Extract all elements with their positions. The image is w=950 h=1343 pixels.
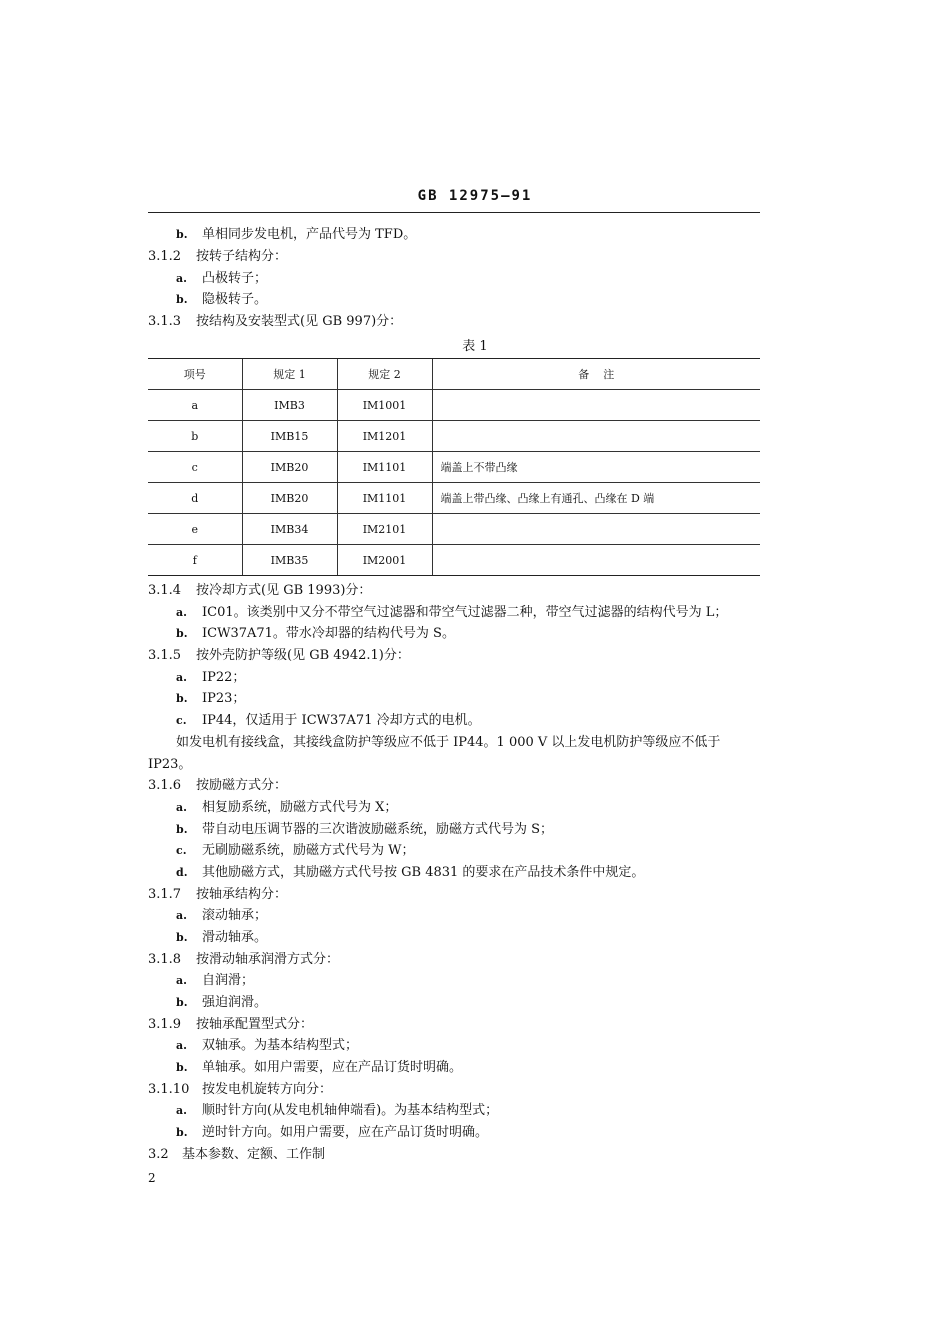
item-marker: a.	[176, 671, 187, 684]
item-text: 单轴承。如用户需要，应在产品订货时明确。	[202, 1060, 463, 1075]
table-cell: IM2001	[337, 545, 432, 576]
table-cell: IMB20	[242, 452, 337, 483]
table-cell: e	[148, 514, 242, 545]
item-text: 滑动轴承。	[202, 930, 268, 945]
table-cell: 端盖上不带凸缘	[432, 452, 760, 483]
table-cell: d	[148, 483, 242, 514]
item-text: 双轴承。为基本结构型式；	[202, 1038, 359, 1053]
section-title-3-1-3: 按结构及安装型式(见 GB 997)分：	[196, 314, 403, 329]
table-cell: IM2101	[337, 514, 432, 545]
item-marker: a.	[176, 909, 187, 922]
table-cell: IM1101	[337, 452, 432, 483]
section-title-3-1-6: 按励磁方式分：	[196, 778, 288, 793]
section-title-3-1-5: 按外壳防护等级(见 GB 4942.1)分：	[196, 648, 410, 663]
page-number: 2	[148, 1171, 156, 1185]
item-marker: b.	[176, 228, 188, 241]
header-rule	[148, 212, 760, 213]
item-text: 顺时针方向(从发电机轴伸端看)。为基本结构型式；	[202, 1103, 499, 1118]
table-cell: f	[148, 545, 242, 576]
item-marker: c.	[176, 844, 187, 857]
table-header-cell: 备 注	[432, 359, 760, 390]
item-marker: c.	[176, 714, 187, 727]
paragraph-line: 如发电机有接线盒，其接线盒防护等级应不低于 IP44。1 000 V 以上发电机防护等级应不低于	[176, 735, 721, 750]
section-number-3-1-5: 3.1.5	[148, 648, 182, 663]
table-row	[148, 452, 760, 483]
table-cell	[432, 421, 760, 452]
section-number-3-1-6: 3.1.6	[148, 778, 182, 793]
section-title-3-2: 基本参数、定额、工作制	[182, 1147, 326, 1162]
item-marker: d.	[176, 866, 188, 879]
item-text: ICW37A71。带水冷却器的结构代号为 S。	[202, 626, 455, 641]
item-marker: b.	[176, 823, 188, 836]
table-row	[148, 514, 760, 545]
table-row	[148, 545, 760, 576]
section-number-3-1-7: 3.1.7	[148, 887, 182, 902]
table-cell	[432, 545, 760, 576]
table-cell: IM1101	[337, 483, 432, 514]
table-cell: IM1001	[337, 390, 432, 421]
standard-header: GB 12975—91	[417, 188, 533, 204]
section-title-3-1-4: 按冷却方式(见 GB 1993)分：	[196, 583, 372, 598]
item-text: 带自动电压调节器的三次谐波励磁系统，励磁方式代号为 S；	[202, 822, 554, 837]
item-marker: b.	[176, 1126, 188, 1139]
item-text: 强迫润滑。	[202, 995, 268, 1010]
section-title-3-1-9: 按轴承配置型式分：	[196, 1017, 314, 1032]
section-title-3-1-2: 按转子结构分：	[196, 249, 288, 264]
item-marker: a.	[176, 272, 187, 285]
table-cell: a	[148, 390, 242, 421]
section-number-3-1-9: 3.1.9	[148, 1017, 182, 1032]
item-marker: b.	[176, 931, 188, 944]
item-marker: a.	[176, 1039, 187, 1052]
item-text: 无刷励磁系统，励磁方式代号为 W；	[202, 843, 415, 858]
item-text: 单相同步发电机，产品代号为 TFD。	[202, 227, 417, 242]
table-cell: c	[148, 452, 242, 483]
item-text: 自润滑；	[202, 973, 255, 988]
table-cell: IMB20	[242, 483, 337, 514]
item-text: IP22；	[202, 670, 246, 685]
item-marker: a.	[176, 974, 187, 987]
item-text: 隐极转子。	[202, 292, 268, 307]
table-header-cell: 规定 2	[337, 359, 432, 390]
item-text: 其他励磁方式，其励磁方式代号按 GB 4831 的要求在产品技术条件中规定。	[202, 865, 645, 880]
section-number-3-1-2: 3.1.2	[148, 249, 182, 264]
section-number-3-1-8: 3.1.8	[148, 952, 182, 967]
table-caption: 表 1	[462, 339, 488, 354]
table-row	[148, 483, 760, 514]
item-marker: b.	[176, 1061, 188, 1074]
section-number-3-1-4: 3.1.4	[148, 583, 182, 598]
item-marker: a.	[176, 1104, 187, 1117]
item-marker: b.	[176, 627, 188, 640]
section-title-3-1-8: 按滑动轴承润滑方式分：	[196, 952, 340, 967]
section-number-3-1-3: 3.1.3	[148, 314, 182, 329]
table-header-row	[148, 359, 760, 390]
paragraph-line: IP23。	[148, 757, 192, 772]
item-text: IC01。该类别中又分不带空气过滤器和带空气过滤器二种，带空气过滤器的结构代号为 L；	[202, 605, 728, 620]
table-row	[148, 421, 760, 452]
mounting-table	[148, 358, 760, 576]
item-text: 逆时针方向。如用户需要，应在产品订货时明确。	[202, 1125, 489, 1140]
item-marker: a.	[176, 606, 187, 619]
section-title-3-1-10: 按发电机旋转方向分：	[202, 1082, 333, 1097]
item-marker: b.	[176, 293, 188, 306]
section-number-3-1-10: 3.1.10	[148, 1082, 190, 1097]
item-marker: a.	[176, 801, 187, 814]
table-cell: IMB3	[242, 390, 337, 421]
table-header-cell: 项号	[148, 359, 242, 390]
table-cell	[432, 514, 760, 545]
item-text: IP44，仅适用于 ICW37A71 冷却方式的电机。	[202, 713, 481, 728]
item-marker: b.	[176, 996, 188, 1009]
table-cell: IM1201	[337, 421, 432, 452]
section-number-3-2: 3.2	[148, 1147, 169, 1162]
table-cell: IMB15	[242, 421, 337, 452]
item-text: 滚动轴承；	[202, 908, 268, 923]
section-title-3-1-7: 按轴承结构分：	[196, 887, 288, 902]
table-cell: b	[148, 421, 242, 452]
table-header-cell: 规定 1	[242, 359, 337, 390]
item-marker: b.	[176, 692, 188, 705]
item-text: IP23；	[202, 691, 246, 706]
item-text: 相复励系统，励磁方式代号为 X；	[202, 800, 398, 815]
table-row	[148, 390, 760, 421]
table-cell: IMB35	[242, 545, 337, 576]
table-cell: IMB34	[242, 514, 337, 545]
table-cell	[432, 390, 760, 421]
table-cell: 端盖上带凸缘、凸缘上有通孔、凸缘在 D 端	[432, 483, 760, 514]
item-text: 凸极转子；	[202, 271, 268, 286]
